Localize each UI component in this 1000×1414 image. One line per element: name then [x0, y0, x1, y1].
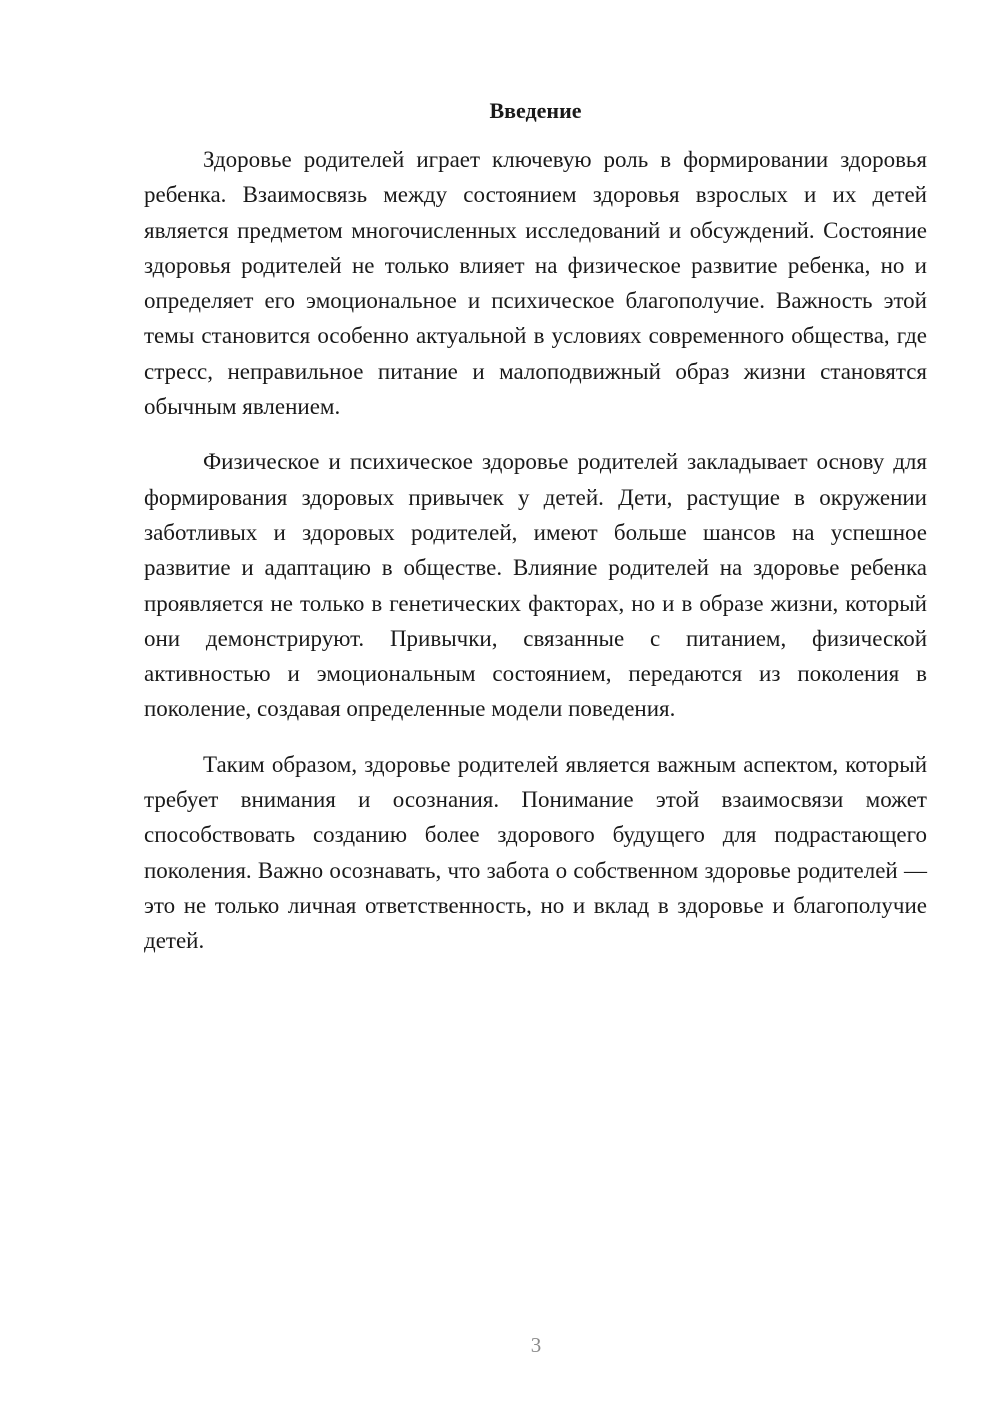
paragraph-1: Здоровье родителей играет ключевую роль в формировании здоровья ребенка. Взаимосвязь между состоянием здоровья взрослых и их детей является предметом многочисленных исследований и обсуждений. Состояние здоровья родителей не только влияет на физическое развитие ребенка, но и определяет его эмоциональное и психическое благополучие. Важность этой темы становится особенно актуальной в условиях современного общества, где стресс, неправильное питание и малоподвижный образ жизни становятся обычным явлением. [144, 147, 927, 420]
paragraph-2: Физическое и психическое здоровье родителей закладывает основу для формирования здоровых привычек у детей. Дети, растущие в окружении заботливых и здоровых родителей, имеют больше шансов на успешное развитие и адаптацию в обществе. Влияние родителей на здоровье ребенка проявляется не только в генетических факторах, но и в образе жизни, который они демонстрируют. Привычки, связанные с питанием, физической активностью и эмоциональным состоянием, передаются из поколения в поколение, создавая определенные модели поведения. [144, 449, 927, 722]
page-title: Введение [489, 98, 582, 123]
page-number: 3 [530, 1333, 542, 1357]
document-body [144, 142, 927, 979]
paragraph-3: Таким образом, здоровье родителей является важным аспектом, который требует внимания и осознания. Понимание этой взаимосвязи может способствовать созданию более здорового будущего для подрастающего поколения. Важно осознавать, что забота о собственном здоровье родителей — это не только личная ответственность, но и вклад в здоровье и благополучие детей. [144, 751, 927, 954]
